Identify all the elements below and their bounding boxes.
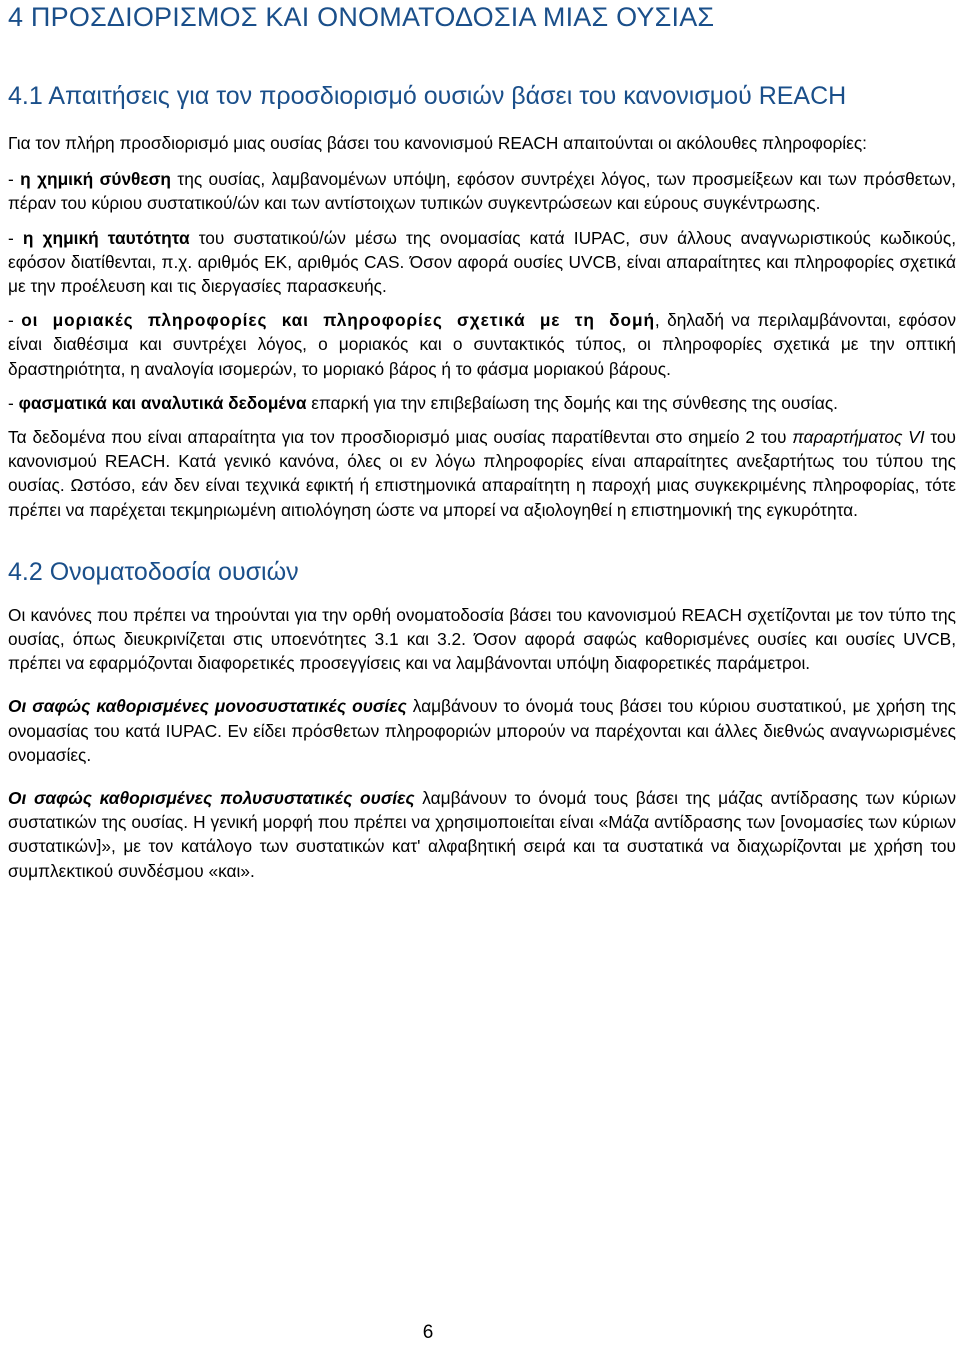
section-4-1-intro: Για τον πλήρη προσδιορισμό μιας ουσίας βάσει του κανονισμού REACH απαιτούνται οι ακόλουθες πληροφορίες: [8, 133, 867, 153]
item-bold-term: οι μοριακές πληροφορίες και πληροφορίες σχετικά με τη δομή [21, 310, 655, 331]
item-bold-term: φασματικά και αναλυτικά δεδομένα [18, 392, 307, 413]
multi-constituent-paragraph [8, 786, 956, 883]
section-heading-4-1: 4.1 Απαιτήσεις για τον προσδιορισμό ουσιών βάσει του κανονισμού REACH [8, 82, 847, 110]
item-text: , δηλαδή να περιλαμβάνονται, εφόσον είναι διαθέσιμα και συντρέχει λόγος, ο μοριακός και ο συντακτικός τύπος, οι πληροφορίες σχετικά με την οπτική δραστηριότητα, η αναλογία ισομερών, το μοριακό βάρος ή το φάσμα μοριακού βάρους. [8, 310, 956, 379]
multi-constituent-term: Οι σαφώς καθορισμένες πολυσυστατικές ουσίες [8, 788, 415, 809]
item-bold-term: η χημική σύνθεση [20, 169, 171, 190]
item-dash: - [8, 227, 23, 248]
item-dash: - [8, 310, 22, 331]
requirement-item-composition [8, 167, 956, 215]
section-4-1-closing [8, 425, 956, 522]
item-text: της ουσίας, λαμβανομένων υπόψη, εφόσον συντρέχει λόγος, των προσμείξεων και των πρόσθετων, πέραν του κύριου συστατικού/ών και των αντίστοιχων τυπικών συγκεντρώσεων και εύρους συγκέντρωσης. [8, 169, 956, 214]
annex-reference: παραρτήματος VI [792, 427, 925, 448]
mono-constituent-text: λαμβάνουν το όνομά τους βάσει του κύριου συστατικού, με χρήση της ονομασίας του κατά IUPAC. Εν είδει πρόσθετων πληροφοριών μπορούν να παρέχονται και άλλες διεθνώς αναγνωρισμένες ονομασίες. [8, 696, 957, 765]
document-page [8, 0, 956, 883]
mono-constituent-paragraph [8, 694, 956, 767]
closing-text-before: Τα δεδομένα που είναι απαραίτητα για τον προσδιορισμό μιας ουσίας παρατίθενται στο σημείο 2 του [8, 427, 793, 448]
multi-constituent-text: λαμβάνουν το όνομά τους βάσει της μάζας αντίδρασης των κύριων συστατικών της ουσίας. Η γενική μορφή που πρέπει να χρησιμοποιείται είναι «Μάζα αντίδρασης των [ονομασίες των κύριων συστατικών]», με τον κατάλογο των συστατικών κατ' αλφαβητική σειρά και τα συστατικά να διαχωρίζονται με χρήση του συμπλεκτικού συνδέσμου «και». [8, 788, 956, 881]
item-bold-term: η χημική ταυτότητα [22, 227, 190, 248]
section-4-2-intro: Οι κανόνες που πρέπει να τηρούνται για την ορθή ονοματοδοσία βάσει του κανονισμού REACH σχετίζονται με τον τύπο της ουσίας, όπως διευκρινίζεται στις υποενότητες 3.1 και 3.2. Όσον αφορά σαφώς καθορισμένες ουσίες και ουσίες UVCB, πρέπει να εφαρμόζονται διαφορετικές προσεγγίσεις και να λαμβάνονται υπόψη διαφορετικές παράμετροι. [8, 604, 956, 674]
requirement-item-identity [8, 226, 956, 299]
requirement-item-molecular [8, 308, 956, 381]
item-dash: - [8, 169, 21, 190]
page-number: 6 [422, 1322, 434, 1343]
item-dash: - [8, 392, 19, 413]
mono-constituent-term: Οι σαφώς καθορισμένες μονοσυστατικές ουσίες [8, 696, 407, 717]
requirement-item-spectral [8, 391, 956, 415]
item-text: του συστατικού/ών μέσω της ονομασίας κατά IUPAC, συν άλλους αναγνωριστικούς κωδικούς, εφόσον διατίθενται, π.χ. αριθμός ΕΚ, αριθμός CAS. Όσον αφορά ουσίες UVCB, είναι απαραίτητες και πληροφορίες σχετικά με την προέλευση και τις διεργασίες παρασκευής. [8, 227, 956, 297]
item-text: επαρκή για την επιβεβαίωση της δομής και της σύνθεσης της ουσίας. [306, 392, 838, 413]
section-heading-4-2: 4.2 Ονοματοδοσία ουσιών [8, 557, 299, 586]
closing-text-after: του κανονισμού REACH. Κατά γενικό κανόνα, όλες οι εν λόγω πληροφορίες είναι απαραίτητες ανεξαρτήτως του τύπου της ουσίας. Ωστόσο, εάν δεν είναι τεχνικά εφικτή ή επιστημονικά απαραίτητη η παροχή μιας συγκεκριμένης πληροφορίας, τότε πρέπει να παρέχεται τεκμηριωμένη αιτιολόγηση ώστε να μπορεί να αξιολογηθεί η επιστημονική της εγκυρότητα. [8, 427, 956, 520]
chapter-heading: 4 ΠΡΟΣΔΙΟΡΙΣΜΟΣ ΚΑΙ ΟΝΟΜΑΤΟΔΟΣΙΑ ΜΙΑΣ ΟΥΣΙΑΣ [8, 2, 715, 32]
